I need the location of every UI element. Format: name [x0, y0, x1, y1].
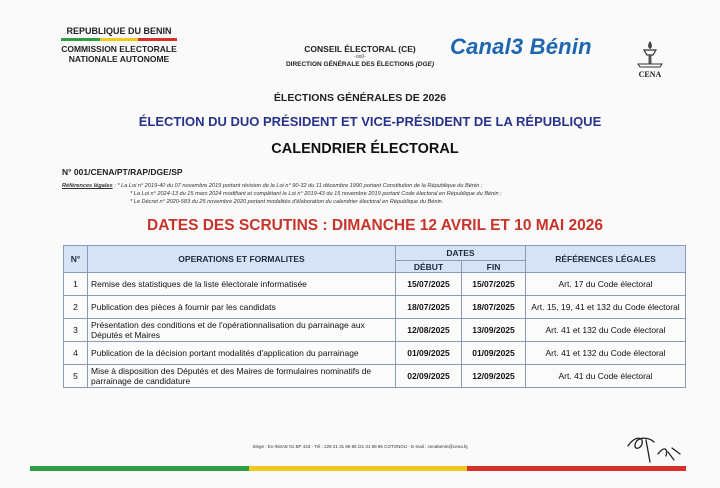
calendar-table: [63, 245, 686, 388]
footer-flag-red: [467, 466, 686, 471]
commission-label-1: COMMISSION ELECTORALE: [61, 43, 177, 54]
organisation-block: [44, 26, 194, 65]
header-references: RÉFÉRENCES LÉGALES: [526, 246, 686, 273]
flag-red: [138, 38, 177, 41]
row-end-date: 01/09/2025: [462, 342, 526, 365]
commission-label-2: NATIONALE AUTONOME: [68, 54, 170, 64]
row-operation: Publication de la décision portant modalités d'application du parrainage: [88, 342, 396, 365]
signature-mark: [624, 430, 686, 466]
row-legal-reference: Art. 17 du Code électoral: [526, 273, 686, 296]
reference-item-2: * La Loi n° 2024-13 du 15 mars 2024 modifiant et complétant la Loi n° 2019-43 du 15 novembre 2019 portant Code électoral en République du Bénin ;: [130, 191, 502, 197]
row-start-date: 02/09/2025: [396, 365, 462, 388]
cena-logo-text: CENA: [638, 70, 662, 79]
references-label: Références légales: [62, 183, 113, 189]
table-row: [64, 342, 686, 365]
council-separator: -oo0-: [354, 54, 366, 60]
row-end-date: 12/09/2025: [462, 365, 526, 388]
row-number: 5: [64, 365, 88, 388]
direction-abbr: (DGE): [415, 61, 435, 68]
row-start-date: 01/09/2025: [396, 342, 462, 365]
flag-green: [61, 38, 100, 41]
elections-title: ÉLECTIONS GÉNÉRALES DE 2026: [273, 92, 447, 104]
calendar-title: CALENDRIER ÉLECTORAL: [271, 141, 459, 157]
reference-text-1: * La Loi n° 2019-40 du 07 novembre 2019 portant révision de la Loi n° 90-32 du 11 décembre 1990 portant Constitution de la République du Bénin ;: [117, 183, 483, 189]
table-row: [64, 365, 686, 388]
reference-number: N° 001/CENA/PT/RAP/DGE/SP: [62, 167, 183, 177]
row-start-date: 12/08/2025: [396, 319, 462, 342]
footer-flag-yellow: [249, 466, 468, 471]
brand-watermark: Canal3 Bénin: [450, 34, 592, 59]
row-end-date: 18/07/2025: [462, 296, 526, 319]
header-start: DÉBUT: [396, 261, 462, 273]
row-legal-reference: Art. 15, 19, 41 et 132 du Code électoral: [526, 296, 686, 319]
table-row: [64, 273, 686, 296]
header-dates: DATES: [396, 246, 526, 261]
row-number: 3: [64, 319, 88, 342]
republic-label: REPUBLIQUE DU BENIN: [66, 26, 172, 36]
direction-name: DIRECTION GÉNÉRALE DES ÉLECTIONS: [285, 61, 414, 68]
legal-references: [62, 182, 702, 206]
footer-flag-green: [30, 466, 249, 471]
torch-icon: [638, 41, 662, 67]
direction-label: [250, 61, 470, 68]
election-dates-title: DATES DES SCRUTINS : DIMANCHE 12 AVRIL ET 10 MAI 2026: [147, 217, 603, 234]
footer-flag-stripe: [30, 466, 686, 471]
table-header-row: [64, 246, 686, 261]
row-legal-reference: Art. 41 du Code électoral: [526, 365, 686, 388]
row-end-date: 13/09/2025: [462, 319, 526, 342]
row-number: 2: [64, 296, 88, 319]
row-operation: Publication des pièces à fournir par les candidats: [88, 296, 396, 319]
reference-item-3: * Le Décret n° 2020-583 du 25 novembre 2020 portant modalités d'élaboration du calendrier électoral en République du Bénin.: [130, 199, 444, 205]
row-end-date: 15/07/2025: [462, 273, 526, 296]
header-operations: OPERATIONS ET FORMALITES: [88, 246, 396, 273]
row-legal-reference: Art. 41 et 132 du Code électoral: [526, 342, 686, 365]
cena-logo: [630, 38, 670, 80]
row-legal-reference: Art. 41 et 132 du Code électoral: [526, 319, 686, 342]
row-start-date: 18/07/2025: [396, 296, 462, 319]
footer-address: Siège : Ex-INSAE 01 BP 443 - Tél : 229 21 31 89 85 /21 31 89 86 COTONOU - E-mail : cenabenin@cena.bj: [252, 444, 468, 449]
benin-flag-stripe: [61, 38, 177, 41]
council-title: CONSEIL ÉLECTORAL (CE): [304, 44, 416, 54]
reference-item-1: Références légales : * La Loi n° 2019-40 du 07 novembre 2019 portant révision de la Loi n° 90-32 du 11 décembre 1990 portant Constitution de la République du Bénin ;: [62, 183, 483, 189]
header-num: N°: [64, 246, 88, 273]
flag-yellow: [100, 38, 139, 41]
row-operation: Remise des statistiques de la liste électorale informatisée: [88, 273, 396, 296]
row-start-date: 15/07/2025: [396, 273, 462, 296]
row-operation: Présentation des conditions et de l'opérationnalisation du parrainage aux Députés et Maires: [88, 319, 396, 342]
table-row: [64, 319, 686, 342]
row-number: 1: [64, 273, 88, 296]
duo-title: ÉLECTION DU DUO PRÉSIDENT ET VICE-PRÉSIDENT DE LA RÉPUBLIQUE: [138, 114, 602, 129]
row-number: 4: [64, 342, 88, 365]
row-operation: Mise à disposition des Députés et des Maires de formulaires nominatifs de parrainage de candidature: [88, 365, 396, 388]
council-block: [250, 44, 470, 68]
header-end: FIN: [462, 261, 526, 273]
table-row: [64, 296, 686, 319]
